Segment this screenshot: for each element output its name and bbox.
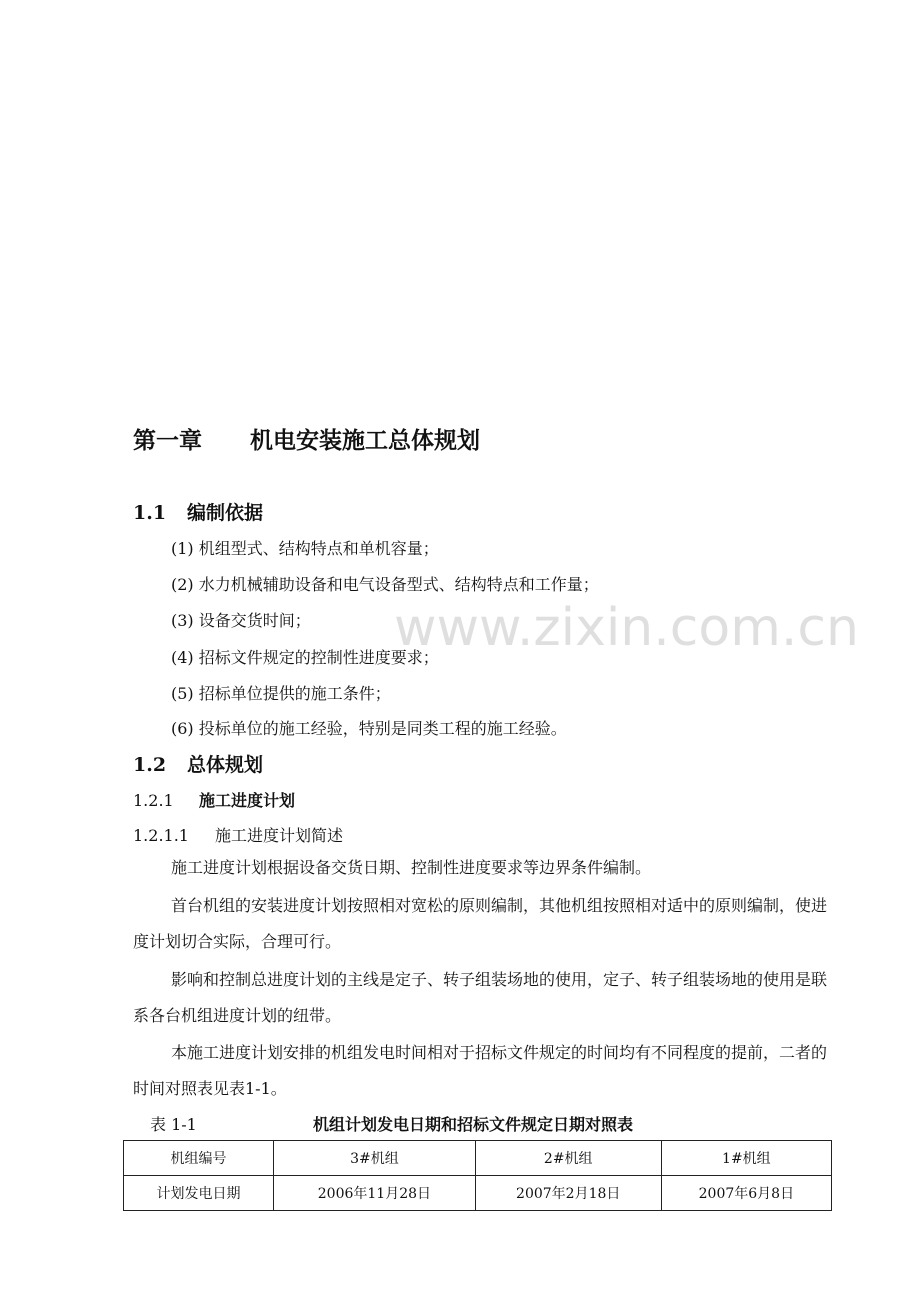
- table-header-cell: 1#机组: [661, 1141, 831, 1176]
- paragraph: 影响和控制总进度计划的主线是定子、转子组装场地的使用，定子、转子组装场地的使用是联系各台机组进度计划的纽带。: [133, 970, 828, 1025]
- paragraph: 本施工进度计划安排的机组发电时间相对于招标文件规定的时间均有不同程度的提前，二者的时间对照表见表1-1。: [133, 1043, 828, 1098]
- list-item: (6) 投标单位的施工经验，特别是同类工程的施工经验。: [171, 719, 567, 738]
- paragraph: 首台机组的安装进度计划按照相对宽松的原则编制，其他机组按照相对适中的原则编制，使进度计划切合实际，合理可行。: [133, 896, 828, 951]
- subsubsection-number: 1.2.1.1: [133, 826, 189, 845]
- subsubsection-heading-1-2-1-1: [133, 823, 343, 846]
- watermark: www.zixin.com.cn: [394, 598, 859, 658]
- table-row: [124, 1176, 832, 1211]
- section-title: 总体规划: [187, 754, 264, 776]
- table-title: 机组计划发电日期和招标文件规定日期对照表: [313, 1115, 634, 1134]
- subsection-title: 施工进度计划: [199, 791, 296, 810]
- list-item: (3) 设备交货时间；: [171, 611, 311, 630]
- chapter-heading: [133, 422, 480, 455]
- table-header-cell: 2#机组: [475, 1141, 661, 1176]
- table-number: 表 1-1: [150, 1115, 197, 1134]
- chapter-number: 第一章: [133, 428, 202, 454]
- section-heading-1-2: [133, 750, 263, 777]
- section-heading-1-1: [133, 498, 263, 525]
- comparison-table: [123, 1140, 832, 1211]
- table-cell: 2007年6月8日: [661, 1176, 831, 1211]
- paragraph: 施工进度计划根据设备交货日期、控制性进度要求等边界条件编制。: [171, 858, 652, 877]
- section-number: 1.1: [133, 502, 167, 524]
- section-number: 1.2: [133, 754, 167, 776]
- table-header-row: [124, 1141, 832, 1176]
- table-cell: 2006年11月28日: [274, 1176, 476, 1211]
- chapter-title: 机电安装施工总体规划: [250, 428, 480, 454]
- list-item: (4) 招标文件规定的控制性进度要求；: [171, 648, 439, 667]
- subsubsection-title: 施工进度计划简述: [215, 826, 344, 845]
- table-cell: 2007年2月18日: [475, 1176, 661, 1211]
- table-header-cell: 机组编号: [124, 1141, 274, 1176]
- table-cell: 计划发电日期: [124, 1176, 274, 1211]
- table-header-cell: 3#机组: [274, 1141, 476, 1176]
- subsection-heading-1-2-1: [133, 788, 295, 811]
- subsection-number: 1.2.1: [133, 791, 174, 810]
- list-item: (5) 招标单位提供的施工条件；: [171, 684, 391, 703]
- list-item: (1) 机组型式、结构特点和单机容量；: [171, 539, 439, 558]
- section-title: 编制依据: [187, 502, 264, 524]
- list-item: (2) 水力机械辅助设备和电气设备型式、结构特点和工作量；: [171, 575, 599, 594]
